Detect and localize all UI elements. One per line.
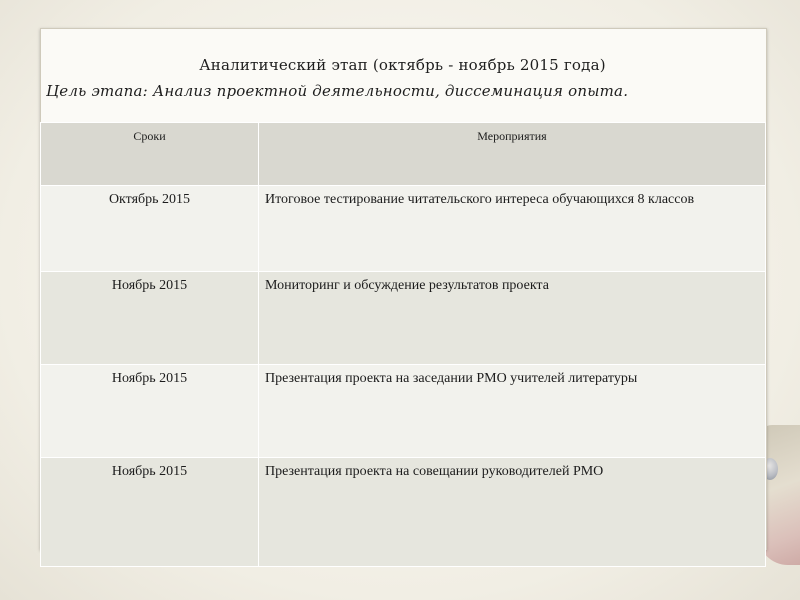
- schedule-table: [40, 122, 766, 567]
- column-header-dates: Сроки: [41, 123, 259, 186]
- table-row: [41, 272, 766, 365]
- stage-goal: Цель этапа: Анализ проектной деятельности, диссеминация опыта.: [46, 82, 629, 100]
- page-title: Аналитический этап (октябрь - ноябрь 2015 года): [199, 56, 606, 74]
- row-event: Мониторинг и обсуждение результатов проекта: [259, 272, 766, 365]
- column-header-events: Мероприятия: [259, 123, 766, 186]
- row-date: Октябрь 2015: [41, 186, 259, 272]
- table-row: [41, 186, 766, 272]
- row-event: Презентация проекта на совещании руководителей РМО: [259, 458, 766, 567]
- row-date: Ноябрь 2015: [41, 458, 259, 567]
- row-event: Презентация проекта на заседании РМО учителей литературы: [259, 365, 766, 458]
- row-event: Итоговое тестирование читательского интереса обучающихся 8 классов: [259, 186, 766, 272]
- table-row: [41, 365, 766, 458]
- row-date: Ноябрь 2015: [41, 272, 259, 365]
- table-header-row: [41, 123, 766, 186]
- row-date: Ноябрь 2015: [41, 365, 259, 458]
- table-row: [41, 458, 766, 567]
